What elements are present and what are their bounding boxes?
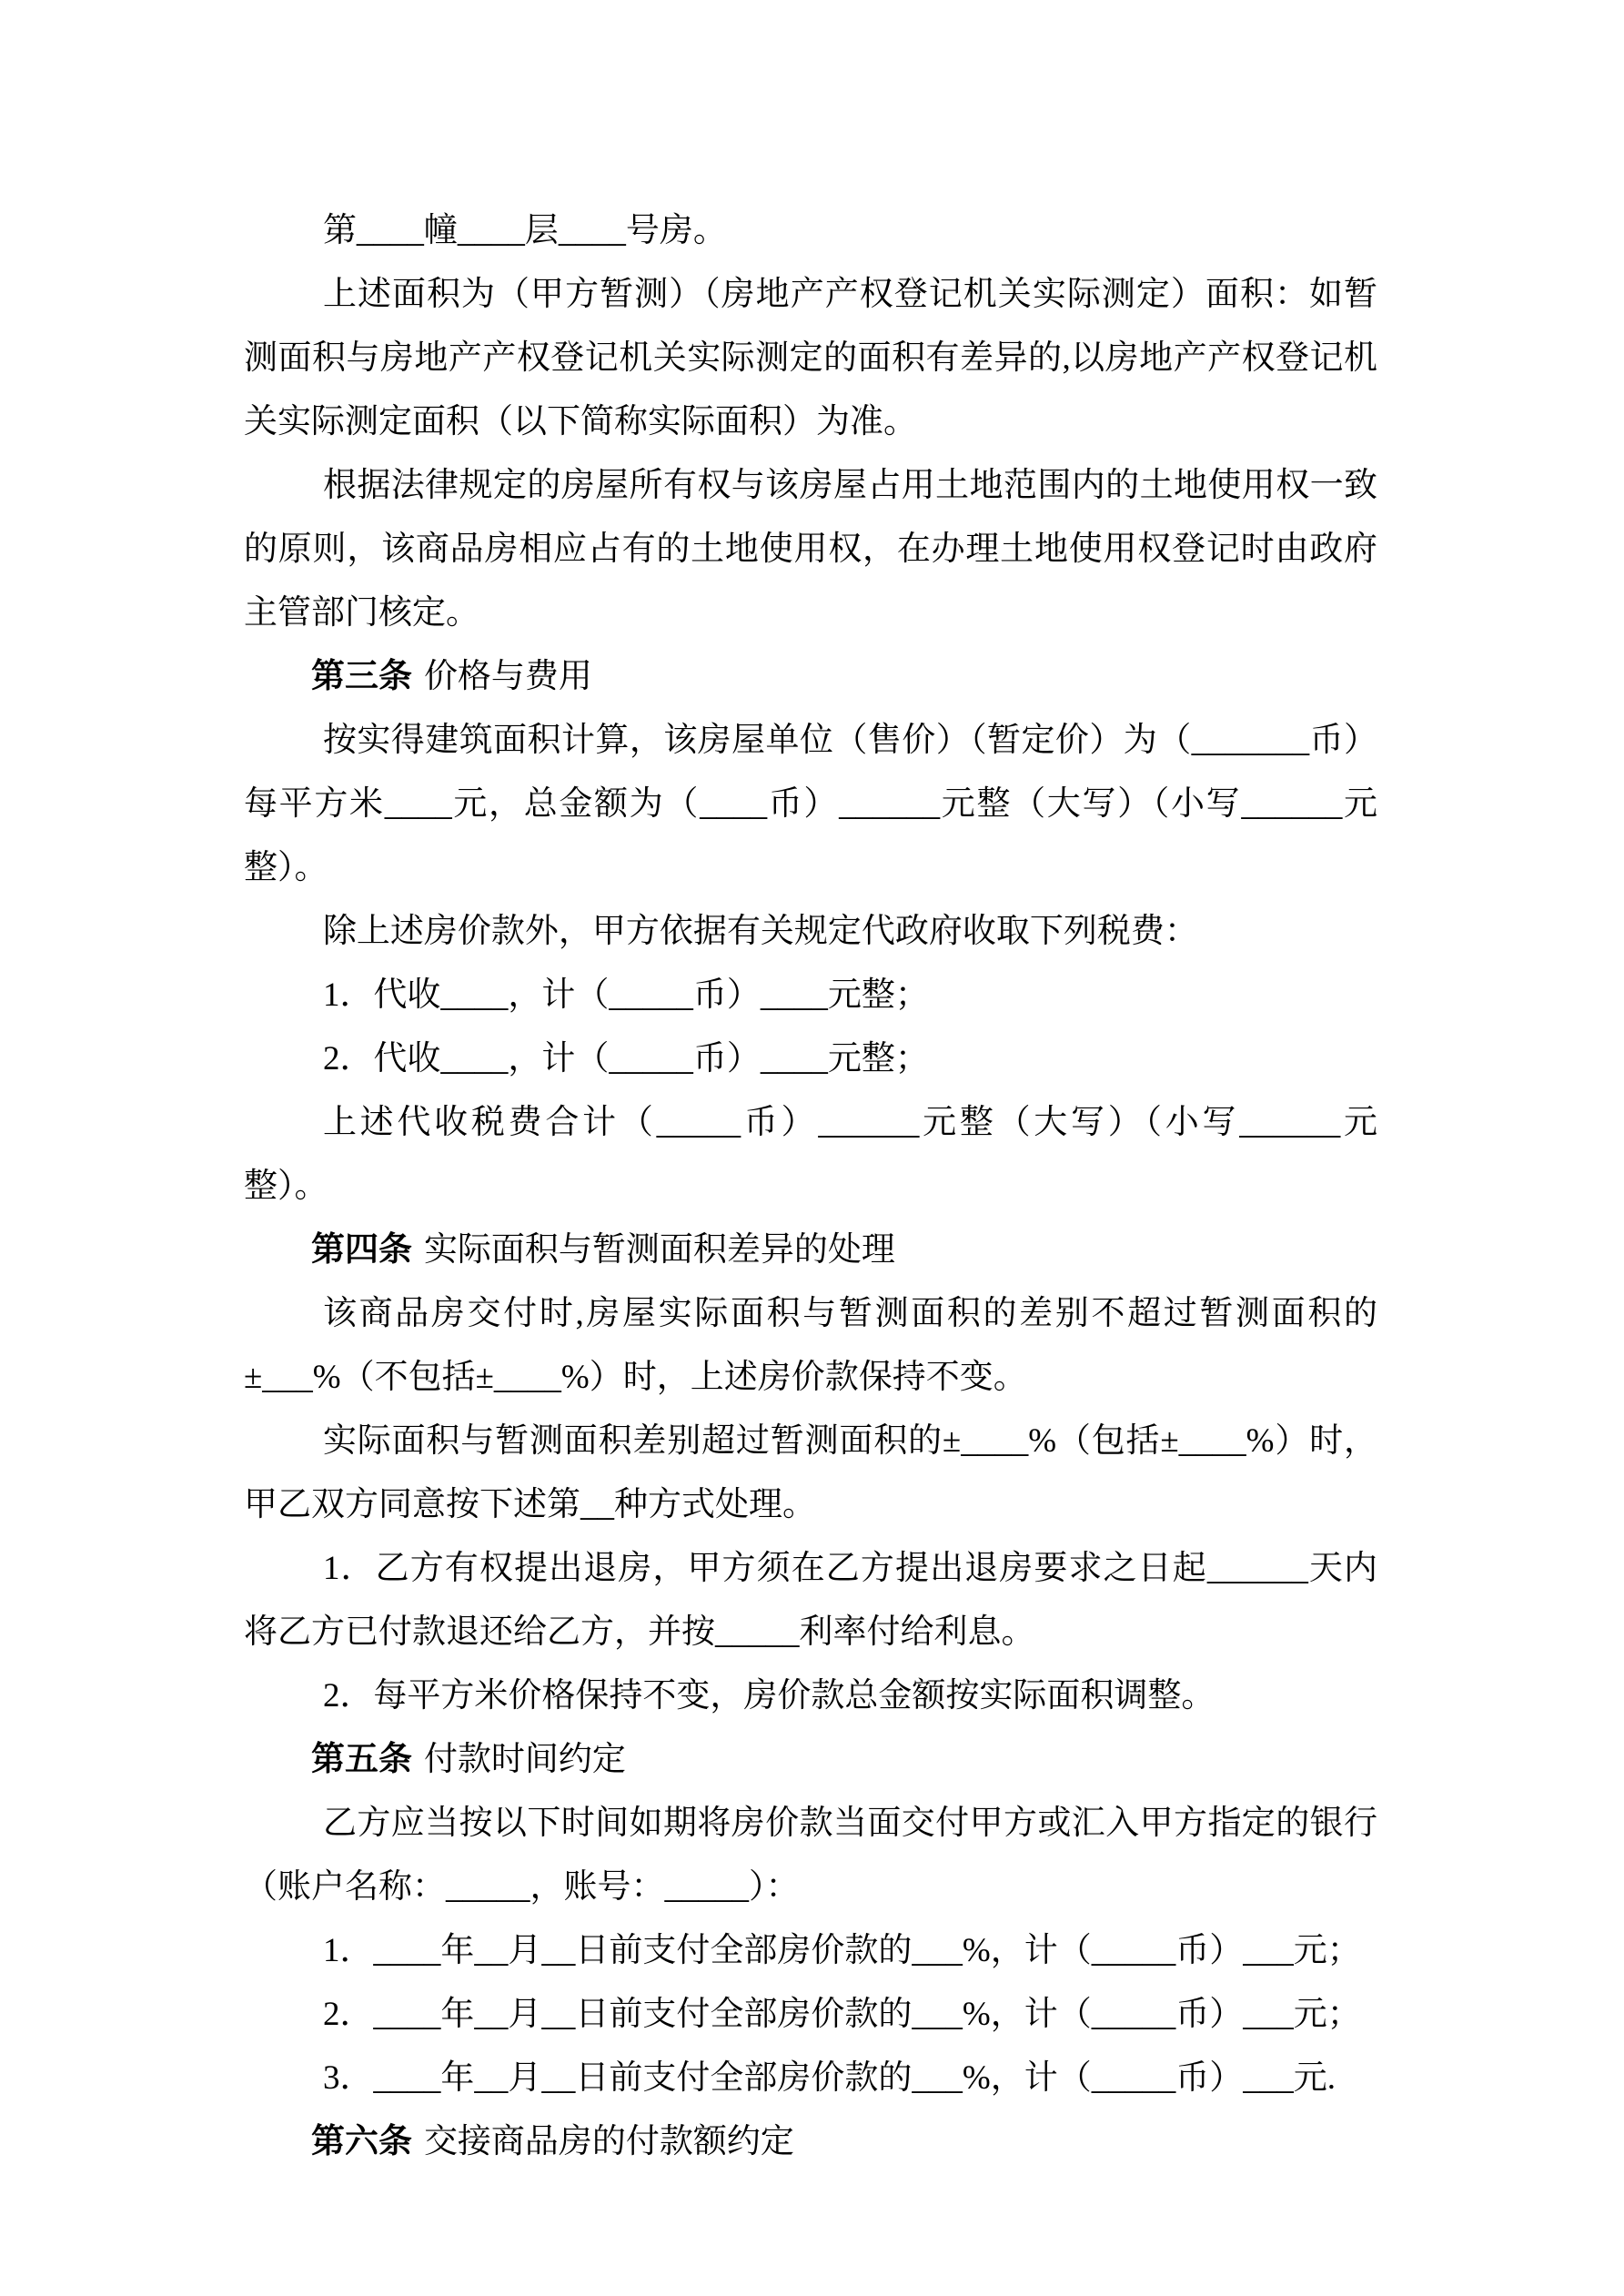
item-payment-installment-3 <box>244 2047 1377 2110</box>
clause-title: 价格与费用 <box>423 658 592 695</box>
paragraph-text: 该商品房交付时,房屋实际面积与暂测面积的差别不超过暂测面积的±___%（不包括±____%）时，上述房价款保持不变。 <box>244 1295 1377 1396</box>
para-area-measurement-basis <box>244 263 1377 454</box>
paragraph-text: 实际面积与暂测面积差别超过暂测面积的±____%（包括±____%）时，甲乙双方同意按下述第__种方式处理。 <box>244 1422 1377 1523</box>
paragraph-text: 2．____年__月__日前支付全部房价款的___%，计（_____币）___元； <box>322 1996 1361 2033</box>
item-option-1-refund <box>244 1537 1377 1664</box>
paragraph-text: 除上述房价款外，甲方依据有关规定代政府收取下列税费： <box>322 913 1198 950</box>
paragraph-text: 2．代收____，计（_____币）____元整； <box>322 1040 929 1077</box>
line-building-number <box>244 199 1377 263</box>
paragraph-text: 上述面积为（甲方暂测）（房地产产权登记机关实际测定）面积：如暂测面积与房地产产权登记机关实际测定的面积有差异的,以房地产产权登记机关实际测定面积（以下简称实际面积）为准。 <box>244 276 1377 440</box>
paragraph-text: 1．____年__月__日前支付全部房价款的___%，计（_____币）___元； <box>322 1932 1361 1969</box>
para-area-diff-within-limit <box>244 1282 1377 1410</box>
clause-number: 第六条 <box>311 2123 412 2160</box>
item-option-2-price-adjust <box>244 1664 1377 1728</box>
item-payment-installment-1 <box>244 1919 1377 1983</box>
para-price-calculation <box>244 709 1377 900</box>
para-area-diff-exceeds-limit <box>244 1410 1377 1537</box>
heading-clause-3-price-and-fees <box>244 645 1377 709</box>
clause-number: 第三条 <box>311 658 412 695</box>
para-tax-total <box>244 1091 1377 1219</box>
item-collected-tax-1 <box>244 964 1377 1027</box>
paragraph-text: 1．乙方有权提出退房，甲方须在乙方提出退房要求之日起______天内将乙方已付款退还给乙方，并按_____利率付给利息。 <box>244 1550 1377 1651</box>
paragraph-text: 根据法律规定的房屋所有权与该房屋占用土地范围内的土地使用权一致的原则，该商品房相应占有的土地使用权，在办理土地使用权登记时由政府主管部门核定。 <box>244 467 1377 632</box>
clause-title: 交接商品房的付款额约定 <box>423 2123 794 2160</box>
item-payment-installment-2 <box>244 1983 1377 2047</box>
contract-body <box>244 199 1377 2174</box>
clause-number: 第五条 <box>311 1741 412 1778</box>
paragraph-text: 2．每平方米价格保持不变，房价款总金额按实际面积调整。 <box>322 1677 1215 1714</box>
paragraph-text: 3．____年__月__日前支付全部房价款的___%，计（_____币）___元. <box>322 2059 1337 2097</box>
paragraph-text: 乙方应当按以下时间如期将房价款当面交付甲方或汇入甲方指定的银行（账户名称：_____，账号：_____）： <box>244 1805 1377 1906</box>
para-payment-method-intro <box>244 1792 1377 1919</box>
paragraph-text: 按实得建筑面积计算，该房屋单位（售价）（暂定价）为（_______币）每平方米____元，总金额为（____币）______元整（大写）（小写______元整）。 <box>244 722 1377 886</box>
clause-title: 付款时间约定 <box>423 1741 626 1778</box>
heading-clause-4-area-difference <box>244 1219 1377 1282</box>
paragraph-text: 上述代收税费合计（_____币）______元整（大写）（小写______元整）。 <box>244 1104 1377 1205</box>
paragraph-text: 第____幢____层____号房。 <box>322 212 727 249</box>
heading-clause-5-payment-schedule <box>244 1728 1377 1792</box>
clause-title: 实际面积与暂测面积差异的处理 <box>423 1231 895 1269</box>
clause-number: 第四条 <box>311 1231 412 1269</box>
paragraph-text: 1．代收____，计（_____币）____元整； <box>322 976 929 1014</box>
para-taxes-intro <box>244 900 1377 964</box>
item-collected-tax-2 <box>244 1027 1377 1091</box>
para-land-use-right <box>244 454 1377 645</box>
heading-clause-6-handover-payment <box>244 2110 1377 2174</box>
